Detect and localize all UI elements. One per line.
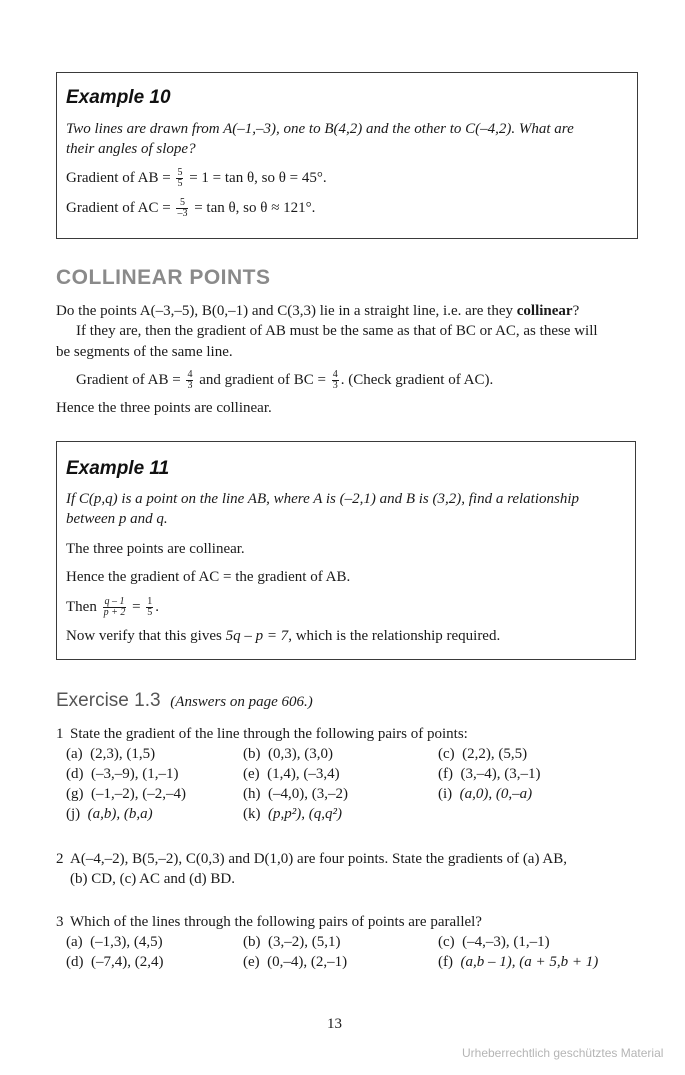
item-label: (b) [243,746,261,762]
exercise-answers-note: (Answers on page 606.) [170,694,313,710]
collinear-paragraph-line-2: If they are, then the gradient of AB must be the same as that of BC or AC, as these will [76,323,598,339]
question-3-number: 3 [56,914,64,930]
item-value: (a,0), (0,–a) [459,786,533,802]
gradient-ab-result: = 1 = tan θ, so θ = 45°. [189,169,327,186]
item-value: (3,–4), (3,–1) [460,766,541,782]
collinear-question-text: Do the points A(–3,–5), B(0,–1) and C(3,3) lie in a straight line, i.e. are they [56,303,513,319]
gradient-ab-fraction [176,168,183,189]
gradient-ab-fraction [186,370,193,391]
collinear-paragraph-line-3: be segments of the same line. [56,344,233,360]
q1-item-f [438,766,540,783]
check-note: . (Check gradient of AC). [340,371,494,388]
collinear-conclusion: Hence the three points are collinear. [56,400,272,416]
item-value: (–1,–2), (–2,–4) [91,786,186,802]
then-label: Then [66,598,97,615]
item-value: (2,3), (1,5) [90,746,156,762]
item-label: (f) [438,766,453,782]
fraction-denominator: 5 [177,178,183,189]
gradient-bc-label: and gradient of BC = [199,371,326,388]
q1-item-e [243,766,340,783]
fraction-numerator: 5 [176,198,188,209]
example-11-line-1: The three points are collinear. [66,541,245,557]
example-11-question-line-1: If C(p,q) is a point on the line AB, where A is (–2,1) and B is (3,2), find a relationship [66,491,580,507]
verify-tail: , which is the relationship required. [288,628,501,644]
q1-item-b [243,746,333,763]
item-value: (3,–2), (5,1) [268,934,341,950]
item-label: (e) [243,766,260,782]
example-10-question-line-2: their angles of slope? [66,141,196,157]
fraction-numerator: q – 1 [104,596,125,607]
item-value: (a,b – 1), (a + 5,b + 1) [460,954,599,970]
gradient-ac-fraction [176,198,188,219]
fraction-denominator: –3 [177,208,188,219]
one-fifth-fraction [146,597,153,618]
example-11-verify [66,628,500,645]
example-10-question-line-1: Two lines are drawn from A(–1,–3), one to B(4,2) and the other to C(–4,2). What are [66,121,574,137]
q3-item-f [438,954,598,971]
copyright-watermark: Urheberrechtlich geschütztes Material [462,1046,664,1060]
q1-item-h [243,786,348,803]
item-label: (g) [66,786,84,802]
example-11-equation [66,597,159,618]
question-2-text-line-2: (b) CD, (c) AC and (d) BD. [70,871,235,887]
item-label: (h) [243,786,261,802]
example-11-question-line-2: between p and q. [66,511,168,527]
verify-text: Now verify that this gives [66,628,222,644]
fraction-denominator: 3 [332,380,338,391]
fraction-denominator: p + 2 [103,607,126,618]
example-10-gradient-ab [66,168,327,189]
exercise-heading: Exercise 1.3 [56,690,161,711]
example-10-gradient-ac [66,198,315,219]
item-value: (–4,0), (3,–2) [268,786,348,802]
q1-item-c [438,746,527,763]
fraction-denominator: 3 [187,380,193,391]
gradient-ac-label: Gradient of AC = [66,199,171,216]
item-label: (a) [66,934,83,950]
gradient-ab-label: Gradient of AB = [66,169,171,186]
fraction-numerator: 4 [332,369,338,380]
item-value: (–1,3), (4,5) [90,934,163,950]
fraction-numerator: 4 [187,369,193,380]
question-1-text: State the gradient of the line through the following pairs of points: [70,726,468,742]
question-1-number: 1 [56,726,64,742]
gradient-bc-fraction [332,370,339,391]
q1-item-k [243,806,342,823]
collinear-gradients [76,370,493,391]
item-value: (2,2), (5,5) [462,746,528,762]
item-value: (–7,4), (2,4) [91,954,164,970]
q3-item-c [438,934,550,951]
question-mark: ? [572,303,580,319]
q1-item-g [66,786,186,803]
question-2-text-line-1: A(–4,–2), B(5,–2), C(0,3) and D(1,0) are four points. State the gradients of (a) AB, [70,851,567,867]
item-label: (j) [66,806,81,822]
fraction-denominator: 5 [147,607,153,618]
item-value: (1,4), (–3,4) [267,766,340,782]
question-3-text: Which of the lines through the following pairs of points are parallel? [70,914,482,930]
item-value: (0,3), (3,0) [268,746,333,762]
item-label: (e) [243,954,260,970]
item-value: (0,–4), (2,–1) [267,954,348,970]
period: . [155,598,160,615]
item-label: (b) [243,934,261,950]
collinear-paragraph-line-1 [56,303,579,320]
q3-item-a [66,934,163,951]
item-value: (–4,–3), (1,–1) [462,934,550,950]
q1-item-j [66,806,153,823]
fraction-numerator: 5 [177,167,183,178]
q3-item-d [66,954,163,971]
exercise-heading-row [56,690,313,712]
q1-item-i [438,786,532,803]
item-label: (f) [438,954,453,970]
item-value: (p,p²), (q,q²) [268,806,342,822]
relationship-equation: 5q – p = 7 [225,628,289,644]
item-label: (c) [438,746,455,762]
item-value: (a,b), (b,a) [87,806,153,822]
equals-sign: = [132,598,141,615]
q1-item-d [66,766,178,783]
example-10-title: Example 10 [66,87,171,108]
question-2-number: 2 [56,851,64,867]
item-value: (–3,–9), (1,–1) [91,766,179,782]
example-11-line-2: Hence the gradient of AC = the gradient of AB. [66,569,351,585]
example-11-title: Example 11 [66,458,170,479]
item-label: (d) [66,954,84,970]
q3-item-e [243,954,347,971]
q3-item-b [243,934,340,951]
collinear-points-heading: COLLINEAR POINTS [56,266,271,289]
item-label: (c) [438,934,455,950]
collinear-bold-term: collinear [516,303,573,319]
page-number: 13 [327,1016,342,1032]
gradient-ac-result: = tan θ, so θ ≈ 121°. [194,199,316,216]
item-label: (i) [438,786,453,802]
fraction-numerator: 1 [147,596,153,607]
item-label: (k) [243,806,261,822]
item-label: (a) [66,746,83,762]
gradient-ab-label: Gradient of AB = [76,371,181,388]
item-label: (d) [66,766,84,782]
q-minus-1-over-p-plus-2 [103,597,127,618]
q1-item-a [66,746,155,763]
